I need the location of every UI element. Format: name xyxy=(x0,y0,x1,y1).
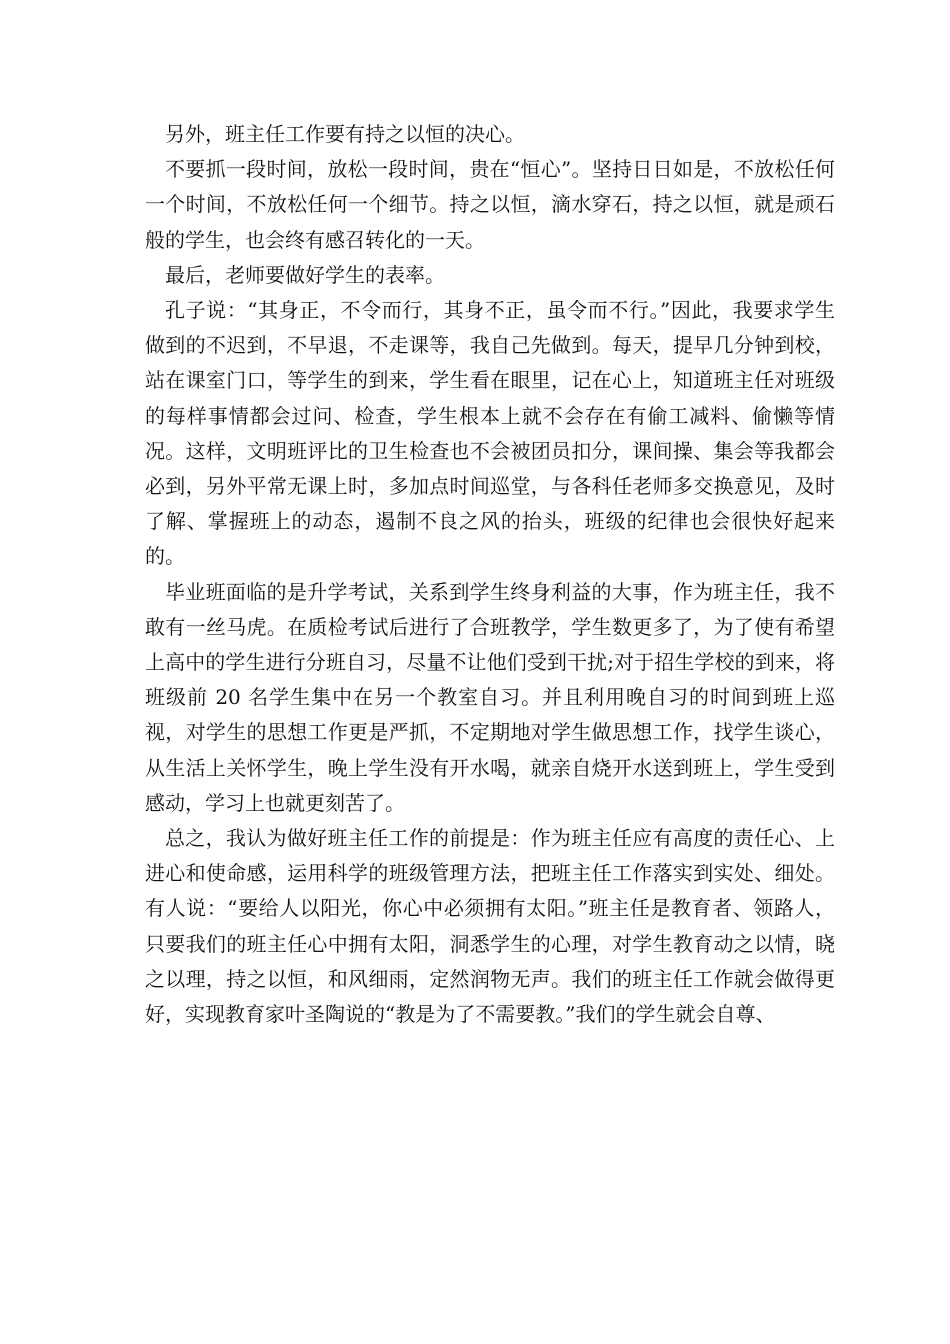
paragraph-graduating-class: 毕业班面临的是升学考试，关系到学生终身利益的大事，作为班主任，我不敢有一丝马虎。在质检考试后进行了合班教学，学生数更多了，为了使有希望上高中的学生进行分班自习，尽量不让他们受到干扰;对于招生学校的到来，将班级前 20 名学生集中在另一个教室自习。并且利用晚自习的时间到班上巡视，对学生的思想工作更是严抓，不定期地对学生做思想工作，找学生谈心，从生活上关怀学生，晚上学生没有开水喝，就亲自烧开水送到班上，学生受到感动，学习上也就更刻苦了。 xyxy=(145,579,835,815)
paragraph-perseverance-heading: 另外，班主任工作要有持之以恒的决心。 xyxy=(165,122,525,146)
paragraph-conclusion: 总之，我认为做好班主任工作的前提是：作为班主任应有高度的责任心、上进心和使命感，运用科学的班级管理方法，把班主任工作落实到实处、细处。有人说：“要给人以阳光，你心中必须拥有太阳。”班主任是教育者、领路人，只要我们的班主任心中拥有太阳，洞悉学生的心理，对学生教育动之以情，晓之以理，持之以恒，和风细雨，定然润物无声。我们的班主任工作就会做得更好，实现教育家叶圣陶说的“教是为了不需要教。”我们的学生就会自尊、 xyxy=(145,826,835,1027)
document-body xyxy=(145,117,835,1032)
paragraph-role-model-heading: 最后，老师要做好学生的表率。 xyxy=(165,262,445,287)
paragraph-role-model-body: 孔子说：“其身正，不令而行，其身不正，虽令而不行。”因此，我要求学生做到的不迟到，不早退，不走课等，我自己先做到。每天，提早几分钟到校，站在课室门口，等学生的到来，学生看在眼里，记在心上，知道班主任对班级的每样事情都会过问、检查，学生根本上就不会存在有偷工减料、偷懒等情况。这样，文明班评比的卫生检查也不会被团员扣分，课间操、集会等我都会必到，另外平常无课上时，多加点时间巡堂，与各科任老师多交换意见，及时了解、掌握班上的动态，遏制不良之风的抬头，班级的纪律也会很快好起来的。 xyxy=(145,298,835,569)
paragraph-perseverance-body: 不要抓一段时间，放松一段时间，贵在“恒心”。坚持日日如是，不放松任何一个时间，不放松任何一个细节。持之以恒，滴水穿石，持之以恒，就是顽石般的学生，也会终有感召转化的一天。 xyxy=(145,157,835,252)
